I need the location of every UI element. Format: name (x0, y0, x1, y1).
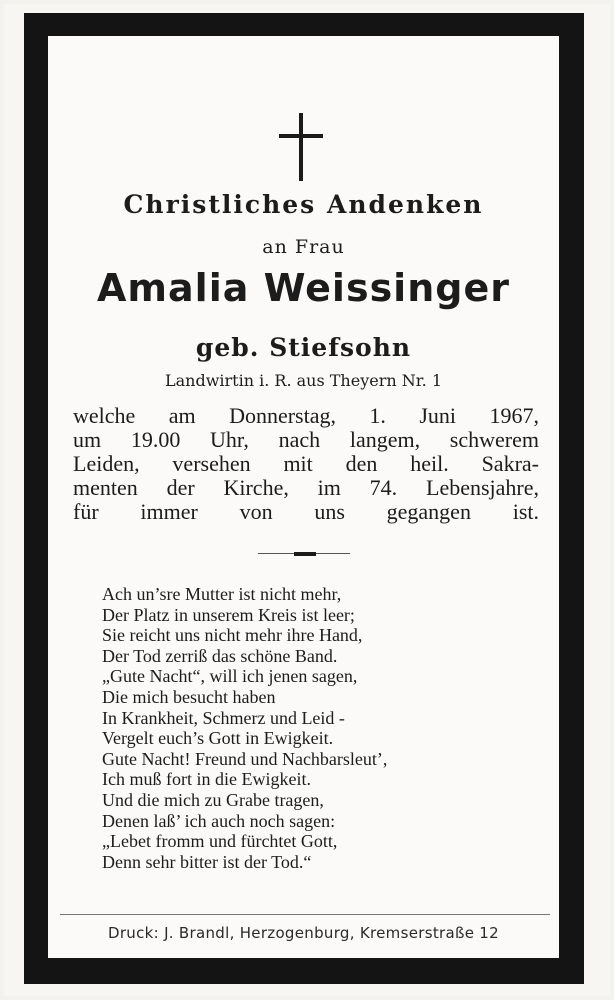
poem-line: Vergelt euch’s Gott in Ewigkeit. (102, 728, 334, 749)
poem-line: In Krankheit, Schmerz und Leid - (102, 707, 345, 728)
notice-line: Leiden, versehen mit den heil. Sakra- (73, 451, 539, 476)
footer-rule (60, 914, 550, 915)
poem-line: Die mich besucht haben (102, 686, 276, 707)
poem-line: Der Tod zerriß das schöne Band. (102, 645, 338, 666)
printer-credit: Druck: J. Brandl, Herzogenburg, Kremserstraße 12 (107, 924, 499, 942)
death-notice (73, 404, 539, 524)
poem-line: Und die mich zu Grabe tragen, (102, 789, 324, 810)
notice-line: um 19.00 Uhr, nach langem, schwerem (73, 427, 539, 452)
poem-line: „Gute Nacht“, will ich jenen sagen, (102, 666, 358, 687)
poem-line: Ach un’sre Mutter ist nicht mehr, (102, 584, 342, 604)
poem-line: Der Platz in unserem Kreis ist leer; (102, 604, 355, 625)
cross-icon (279, 113, 323, 181)
poem-line: Ich muß fort in die Ewigkeit. (102, 769, 311, 790)
salutation: an Frau (262, 236, 345, 258)
occupation-line: Landwirtin i. R. aus Theyern Nr. 1 (165, 371, 442, 390)
notice-line: menten der Kirche, im 74. Lebensjahre, (73, 475, 539, 500)
deceased-name: Amalia Weissinger (97, 266, 510, 310)
poem-line: Gute Nacht! Freund und Nachbarsleut’, (102, 748, 388, 769)
poem-line: Sie reicht uns nicht mehr ihre Hand, (102, 625, 363, 646)
card-heading: Christliches Andenken (123, 190, 484, 219)
poem-line: Denn sehr bitter ist der Tod.“ (102, 851, 312, 872)
poem-line: Denen laß’ ich auch noch sagen: (102, 810, 336, 831)
notice-line: für immer von uns gegangen ist. (73, 499, 539, 524)
ornamental-divider (258, 553, 350, 555)
poem-line: „Lebet fromm und fürchtet Gott, (102, 831, 338, 852)
poem (102, 584, 522, 872)
maiden-name: geb. Stiefsohn (195, 333, 412, 362)
notice-line: welche am Donnerstag, 1. Juni 1967, (73, 403, 539, 428)
